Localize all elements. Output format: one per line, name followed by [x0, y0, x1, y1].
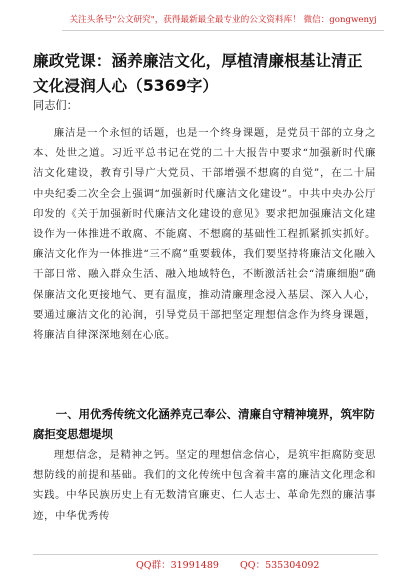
document-title: 廉政党课：涵养廉洁文化，厚植清廉根基让清正文化浸润人心（5369字）	[33, 52, 363, 95]
footer-qq-number: QQ：535304092	[240, 560, 320, 571]
paragraph-intro: 廉洁是一个永恒的话题，也是一个终身课题，是党员干部的立身之本、处世之道。习近平总书记在党的二十大报告中要求“加强新时代廉洁文化建设，教育引导广大党员、干部增强不想腐的自觉”，在二十届中央纪委二次全会上强调“加强新时代廉洁文化建设”。中共中央办公厅印发的《关于加强新时代廉洁文化建设的意见》要求把加强廉洁文化建设作为一体推进不敢腐、不能腐、不想腐的基础性工程抓紧抓实抓好。廉洁文化作为一体推进“三不腐”重要载体，我们要坚持将廉洁文化融入干部日常、融入群众生活、融入地域特色，不断激活社会“清廉细胞”确保廉洁文化更接地气、更有温度，推动清廉理念浸入基层、深入人心，要通过廉洁文化的沁润，引导党员干部把坚定理想信念作为终身课题，将廉洁自律深深地刻在心底。	[33, 127, 376, 342]
section-heading-1: 一、用优秀传统文化涵养克己奉公、清廉自守精神境界，筑牢防腐拒变思想堤坝	[33, 407, 375, 441]
footer-qq-group: QQ群：31991489	[136, 560, 219, 571]
header-promo-note: 关注头条号"公文研究"，获得最新最全最专业的公文资料库！ 微信：gongwenyj	[62, 10, 384, 31]
paragraph-section-1: 理想信念，是精神之钙。坚定的理想信念信心，是筑牢拒腐防变思想防线的前提和基础。我们的文化传统中包含着丰富的廉洁文化理念和实践。中华民族历史上有无数清官廉吏、仁人志士、革命先烈的廉洁事迹，中华优秀传	[33, 449, 376, 522]
salutation: 同志们：	[33, 99, 78, 112]
footer-contact	[33, 554, 378, 574]
